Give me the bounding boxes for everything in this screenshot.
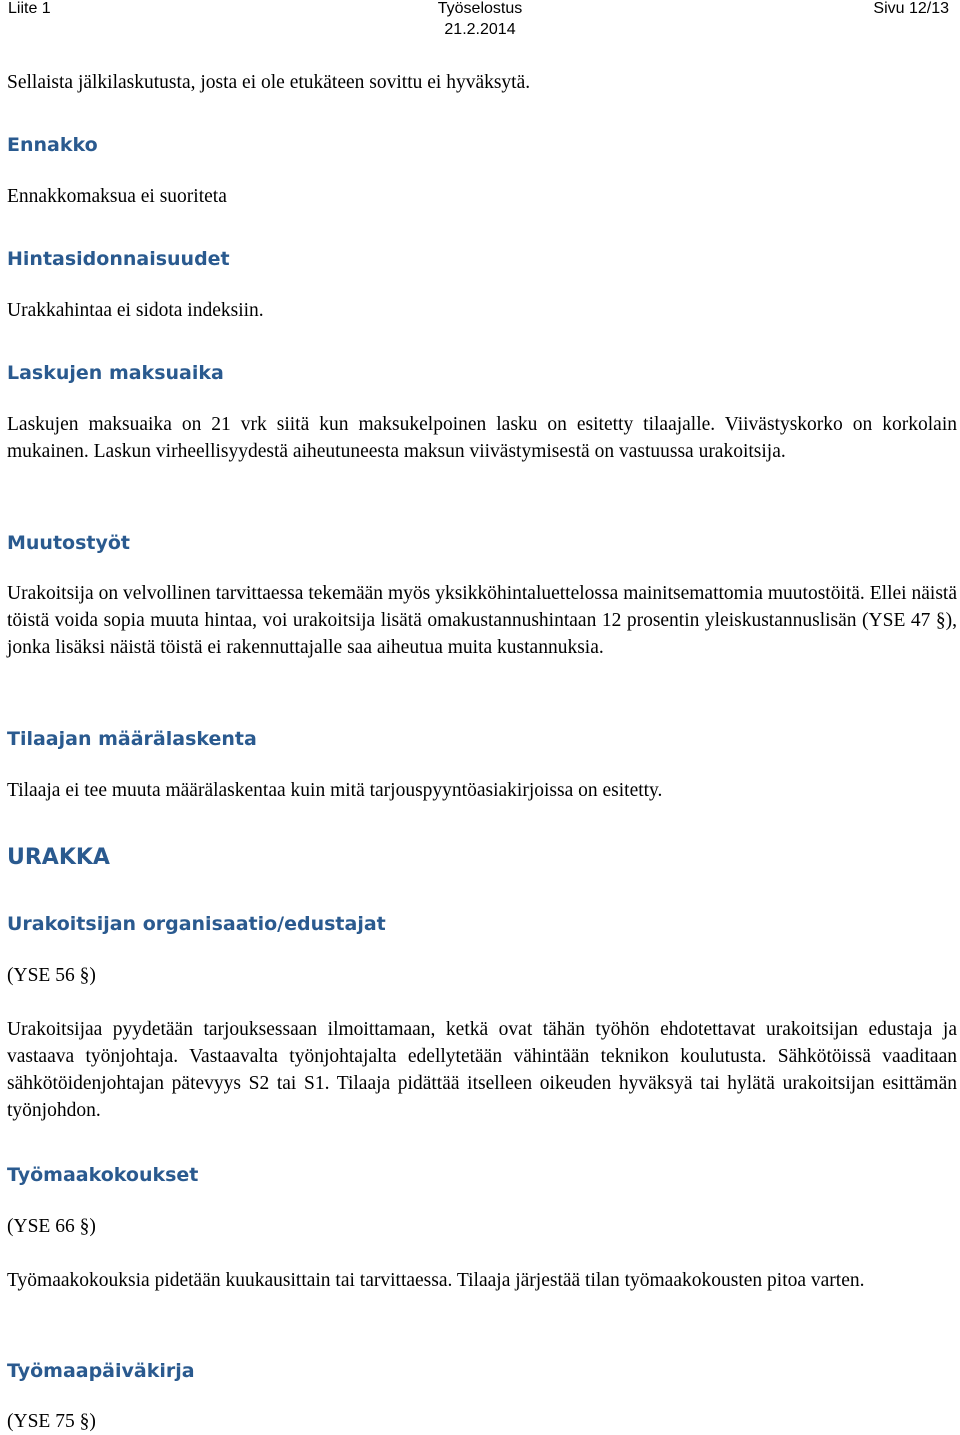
intro-paragraph [7, 69, 957, 96]
heading-tyomaakokoukset: Työmaakokoukset [7, 1164, 199, 1186]
header-attachment-label: Liite 1 [8, 0, 51, 17]
header-page-number: Sivu 12/13 [873, 0, 949, 17]
reference-yse-75: (YSE 75 §) [7, 1411, 96, 1432]
heading-hintasidonnaisuudet: Hintasidonnaisuudet [7, 248, 230, 270]
heading-ennakko: Ennakko [7, 134, 98, 156]
paragraph-urakoitsijan-organisaatio: Urakoitsijaa pyydetään tarjouksessaan ilmoittamaan, ketkä ovat tähän työhön ehdotettavat urakoitsijan edustaja ja vastaava työnjohtaja. Vastaavalta työnjohtajalta edellytetään vähintään teknikon koulutusta. Sähkötöissä vaaditaan sähkötöidenjohtajan pätevyys S2 tai S1. Tilaaja pidättää itselleen oikeuden hyväksyä tai hylätä urakoitsijan esittämän työnjohdon. [7, 1019, 957, 1121]
paragraph-tilaajan-maaralaskenta: Tilaaja ei tee muuta määrälaskentaa kuin mitä tarjouspyyntöasiakirjoissa on esitetty. [7, 780, 663, 801]
header-document-title: Työselostus [437, 0, 523, 17]
heading-laskujen-maksuaika: Laskujen maksuaika [7, 362, 224, 384]
paragraph-tyomaakokoukset: Työmaakokouksia pidetään kuukausittain tai tarvittaessa. Tilaaja järjestää tilan työmaakokousten pitoa varten. [7, 1270, 865, 1291]
heading-urakka: URAKKA [7, 845, 110, 870]
heading-muutostyot: Muutostyöt [7, 532, 131, 554]
header-date: 21.2.2014 [444, 21, 516, 38]
paragraph-muutostyot: Urakoitsija on velvollinen tarvittaessa tekemään myös yksikköhintaluettelossa mainitsemattomia muutostöitä. Ellei näistä töistä voida sopia muuta hintaa, voi urakoitsija lisätä omakustannushintaan 12 prosentin yleiskustannuslisän (YSE 47 §), jonka lisäksi näistä töistä ei rakennuttajalle saa aiheutua muita kustannuksia. [7, 583, 957, 658]
heading-tyomaapaivakirja: Työmaapäiväkirja [7, 1360, 195, 1382]
paragraph-laskujen-maksuaika: Laskujen maksuaika on 21 vrk siitä kun maksukelpoinen lasku on esitetty tilaajalle. Viivästyskorko on korkolain mukainen. Laskun virheellisyydestä aiheutuneesta maksun viivästymisestä on vastuussa urakoitsija. [7, 414, 957, 462]
heading-urakoitsijan-organisaatio: Urakoitsijan organisaatio/edustajat [7, 913, 386, 935]
paragraph-hintasidonnaisuudet: Urakkahintaa ei sidota indeksiin. [7, 300, 264, 321]
paragraph-ennakko: Ennakkomaksua ei suoriteta [7, 186, 227, 207]
reference-yse-56: (YSE 56 §) [7, 965, 96, 986]
intro-text: Sellaista jälkilaskutusta, josta ei ole etukäteen sovittu ei hyväksytä. [7, 72, 531, 93]
heading-tilaajan-maaralaskenta: Tilaajan määrälaskenta [7, 728, 257, 750]
reference-yse-66: (YSE 66 §) [7, 1216, 96, 1237]
